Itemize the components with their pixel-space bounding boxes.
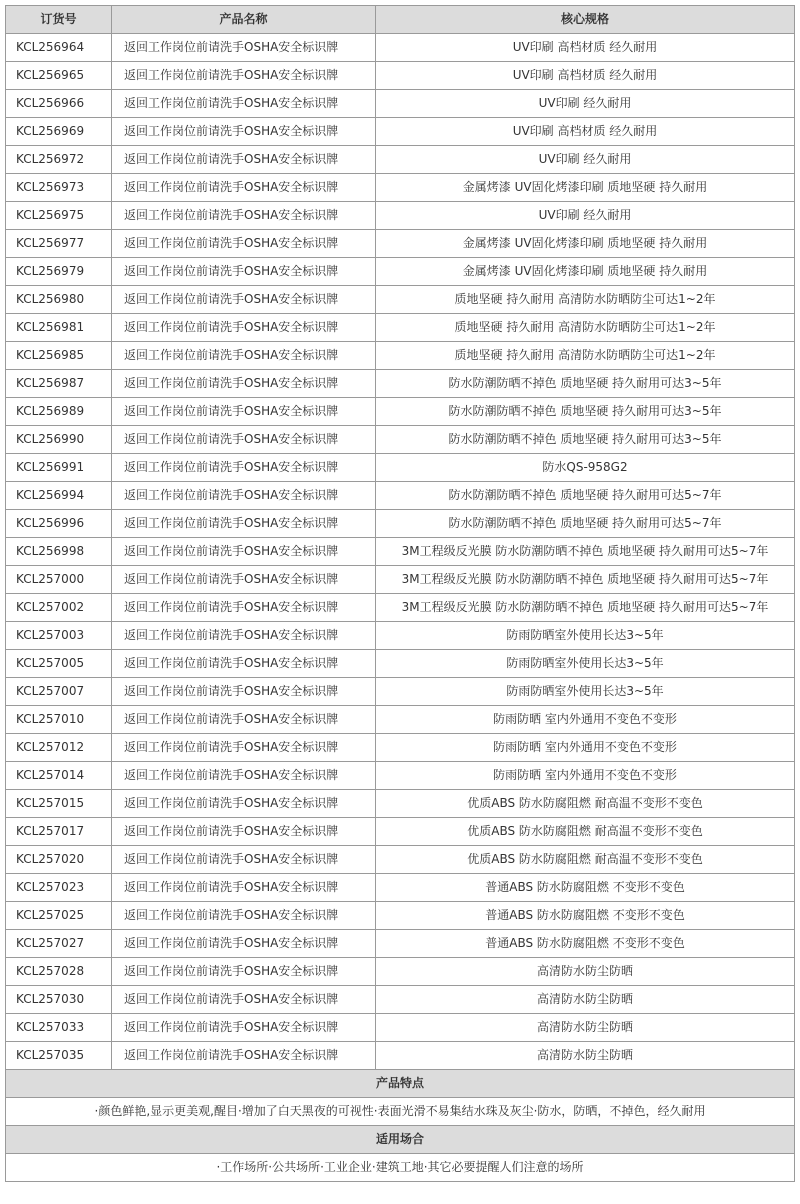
core-spec-cell: 普通ABS 防水防腐阻燃 不变形不变色 <box>376 930 795 958</box>
order-number-cell: KCL256985 <box>6 342 112 370</box>
features-text: ·颜色鲜艳,显示更美观,醒目·增加了白天黑夜的可视性·表面光滑不易集结水珠及灰尘·防水，防晒，不掉色，经久耐用 <box>6 1098 795 1126</box>
product-name-cell: 返回工作岗位前请洗手OSHA安全标识牌 <box>112 678 376 706</box>
product-name-cell: 返回工作岗位前请洗手OSHA安全标识牌 <box>112 566 376 594</box>
core-spec-cell: 普通ABS 防水防腐阻燃 不变形不变色 <box>376 874 795 902</box>
order-number-cell: KCL257035 <box>6 1042 112 1070</box>
core-spec-cell: UV印刷 经久耐用 <box>376 146 795 174</box>
table-row <box>6 146 795 174</box>
table-row <box>6 706 795 734</box>
table-row <box>6 174 795 202</box>
order-number-cell: KCL256964 <box>6 34 112 62</box>
order-number-cell: KCL257017 <box>6 818 112 846</box>
order-number-cell: KCL256989 <box>6 398 112 426</box>
product-name-cell: 返回工作岗位前请洗手OSHA安全标识牌 <box>112 454 376 482</box>
table-row <box>6 874 795 902</box>
order-number-cell: KCL256977 <box>6 230 112 258</box>
product-name-cell: 返回工作岗位前请洗手OSHA安全标识牌 <box>112 370 376 398</box>
table-row <box>6 846 795 874</box>
table-header-row <box>6 6 795 34</box>
table-row <box>6 510 795 538</box>
product-name-cell: 返回工作岗位前请洗手OSHA安全标识牌 <box>112 90 376 118</box>
table-row <box>6 314 795 342</box>
table-row <box>6 1014 795 1042</box>
core-spec-cell: 3M工程级反光膜 防水防潮防晒不掉色 质地坚硬 持久耐用可达5~7年 <box>376 538 795 566</box>
features-title-row <box>6 1070 795 1098</box>
product-name-cell: 返回工作岗位前请洗手OSHA安全标识牌 <box>112 594 376 622</box>
table-row <box>6 818 795 846</box>
product-name-cell: 返回工作岗位前请洗手OSHA安全标识牌 <box>112 202 376 230</box>
order-number-cell: KCL257014 <box>6 762 112 790</box>
order-number-cell: KCL256991 <box>6 454 112 482</box>
core-spec-cell: 普通ABS 防水防腐阻燃 不变形不变色 <box>376 902 795 930</box>
order-number-cell: KCL256994 <box>6 482 112 510</box>
core-spec-cell: 金属烤漆 UV固化烤漆印刷 质地坚硬 持久耐用 <box>376 258 795 286</box>
product-name-cell: 返回工作岗位前请洗手OSHA安全标识牌 <box>112 258 376 286</box>
core-spec-cell: 质地坚硬 持久耐用 高清防水防晒防尘可达1~2年 <box>376 286 795 314</box>
order-number-cell: KCL257033 <box>6 1014 112 1042</box>
order-number-cell: KCL256996 <box>6 510 112 538</box>
order-number-cell: KCL257003 <box>6 622 112 650</box>
core-spec-cell: 质地坚硬 持久耐用 高清防水防晒防尘可达1~2年 <box>376 342 795 370</box>
core-spec-cell: 3M工程级反光膜 防水防潮防晒不掉色 质地坚硬 持久耐用可达5~7年 <box>376 566 795 594</box>
table-row <box>6 566 795 594</box>
order-number-cell: KCL256998 <box>6 538 112 566</box>
applications-text: ·工作场所·公共场所·工业企业·建筑工地·其它必要提醒人们注意的场所 <box>6 1154 795 1182</box>
table-row <box>6 426 795 454</box>
core-spec-cell: 高清防水防尘防晒 <box>376 958 795 986</box>
product-name-cell: 返回工作岗位前请洗手OSHA安全标识牌 <box>112 902 376 930</box>
table-row <box>6 370 795 398</box>
features-text-row <box>6 1098 795 1126</box>
order-number-cell: KCL257025 <box>6 902 112 930</box>
features-title: 产品特点 <box>6 1070 795 1098</box>
table-row <box>6 594 795 622</box>
product-name-cell: 返回工作岗位前请洗手OSHA安全标识牌 <box>112 118 376 146</box>
header-product-name: 产品名称 <box>112 6 376 34</box>
core-spec-cell: 防水防潮防晒不掉色 质地坚硬 持久耐用可达5~7年 <box>376 482 795 510</box>
table-row <box>6 678 795 706</box>
order-number-cell: KCL256966 <box>6 90 112 118</box>
table-row <box>6 986 795 1014</box>
table-row <box>6 454 795 482</box>
product-name-cell: 返回工作岗位前请洗手OSHA安全标识牌 <box>112 930 376 958</box>
product-name-cell: 返回工作岗位前请洗手OSHA安全标识牌 <box>112 146 376 174</box>
header-core-spec: 核心规格 <box>376 6 795 34</box>
order-number-cell: KCL257005 <box>6 650 112 678</box>
table-row <box>6 930 795 958</box>
applications-title: 适用场合 <box>6 1126 795 1154</box>
applications-title-row <box>6 1126 795 1154</box>
core-spec-cell: 优质ABS 防水防腐阻燃 耐高温不变形不变色 <box>376 846 795 874</box>
applications-text-row <box>6 1154 795 1182</box>
order-number-cell: KCL257023 <box>6 874 112 902</box>
table-row <box>6 538 795 566</box>
order-number-cell: KCL256980 <box>6 286 112 314</box>
product-name-cell: 返回工作岗位前请洗手OSHA安全标识牌 <box>112 342 376 370</box>
product-name-cell: 返回工作岗位前请洗手OSHA安全标识牌 <box>112 482 376 510</box>
order-number-cell: KCL257010 <box>6 706 112 734</box>
table-row <box>6 958 795 986</box>
product-name-cell: 返回工作岗位前请洗手OSHA安全标识牌 <box>112 958 376 986</box>
product-name-cell: 返回工作岗位前请洗手OSHA安全标识牌 <box>112 538 376 566</box>
product-name-cell: 返回工作岗位前请洗手OSHA安全标识牌 <box>112 874 376 902</box>
product-spec-table <box>5 5 795 1182</box>
product-name-cell: 返回工作岗位前请洗手OSHA安全标识牌 <box>112 650 376 678</box>
order-number-cell: KCL256975 <box>6 202 112 230</box>
core-spec-cell: 防雨防晒 室内外通用不变色不变形 <box>376 734 795 762</box>
core-spec-cell: 金属烤漆 UV固化烤漆印刷 质地坚硬 持久耐用 <box>376 230 795 258</box>
table-row <box>6 734 795 762</box>
order-number-cell: KCL256965 <box>6 62 112 90</box>
core-spec-cell: 防水防潮防晒不掉色 质地坚硬 持久耐用可达5~7年 <box>376 510 795 538</box>
product-name-cell: 返回工作岗位前请洗手OSHA安全标识牌 <box>112 286 376 314</box>
product-name-cell: 返回工作岗位前请洗手OSHA安全标识牌 <box>112 818 376 846</box>
table-row <box>6 258 795 286</box>
core-spec-cell: 防水QS-958G2 <box>376 454 795 482</box>
core-spec-cell: 高清防水防尘防晒 <box>376 1014 795 1042</box>
core-spec-cell: 防水防潮防晒不掉色 质地坚硬 持久耐用可达3~5年 <box>376 426 795 454</box>
order-number-cell: KCL257007 <box>6 678 112 706</box>
product-name-cell: 返回工作岗位前请洗手OSHA安全标识牌 <box>112 34 376 62</box>
table-row <box>6 286 795 314</box>
table-row <box>6 62 795 90</box>
core-spec-cell: 高清防水防尘防晒 <box>376 986 795 1014</box>
core-spec-cell: 防水防潮防晒不掉色 质地坚硬 持久耐用可达3~5年 <box>376 398 795 426</box>
table-row <box>6 790 795 818</box>
product-name-cell: 返回工作岗位前请洗手OSHA安全标识牌 <box>112 62 376 90</box>
order-number-cell: KCL256990 <box>6 426 112 454</box>
table-row <box>6 342 795 370</box>
product-name-cell: 返回工作岗位前请洗手OSHA安全标识牌 <box>112 622 376 650</box>
header-order-number: 订货号 <box>6 6 112 34</box>
table-row <box>6 118 795 146</box>
product-name-cell: 返回工作岗位前请洗手OSHA安全标识牌 <box>112 1014 376 1042</box>
table-row <box>6 230 795 258</box>
product-name-cell: 返回工作岗位前请洗手OSHA安全标识牌 <box>112 398 376 426</box>
core-spec-cell: 高清防水防尘防晒 <box>376 1042 795 1070</box>
core-spec-cell: 防雨防晒室外使用长达3~5年 <box>376 622 795 650</box>
product-name-cell: 返回工作岗位前请洗手OSHA安全标识牌 <box>112 510 376 538</box>
core-spec-cell: UV印刷 高档材质 经久耐用 <box>376 62 795 90</box>
order-number-cell: KCL257020 <box>6 846 112 874</box>
core-spec-cell: UV印刷 高档材质 经久耐用 <box>376 34 795 62</box>
order-number-cell: KCL257000 <box>6 566 112 594</box>
table-body <box>6 34 795 1070</box>
core-spec-cell: 防雨防晒 室内外通用不变色不变形 <box>376 762 795 790</box>
core-spec-cell: 防水防潮防晒不掉色 质地坚硬 持久耐用可达3~5年 <box>376 370 795 398</box>
product-name-cell: 返回工作岗位前请洗手OSHA安全标识牌 <box>112 426 376 454</box>
core-spec-cell: 防雨防晒室外使用长达3~5年 <box>376 650 795 678</box>
product-name-cell: 返回工作岗位前请洗手OSHA安全标识牌 <box>112 734 376 762</box>
order-number-cell: KCL257027 <box>6 930 112 958</box>
product-name-cell: 返回工作岗位前请洗手OSHA安全标识牌 <box>112 314 376 342</box>
order-number-cell: KCL257015 <box>6 790 112 818</box>
product-name-cell: 返回工作岗位前请洗手OSHA安全标识牌 <box>112 174 376 202</box>
core-spec-cell: 防雨防晒室外使用长达3~5年 <box>376 678 795 706</box>
order-number-cell: KCL256979 <box>6 258 112 286</box>
core-spec-cell: 优质ABS 防水防腐阻燃 耐高温不变形不变色 <box>376 790 795 818</box>
table-row <box>6 202 795 230</box>
core-spec-cell: 优质ABS 防水防腐阻燃 耐高温不变形不变色 <box>376 818 795 846</box>
order-number-cell: KCL257002 <box>6 594 112 622</box>
order-number-cell: KCL256987 <box>6 370 112 398</box>
product-name-cell: 返回工作岗位前请洗手OSHA安全标识牌 <box>112 986 376 1014</box>
product-name-cell: 返回工作岗位前请洗手OSHA安全标识牌 <box>112 706 376 734</box>
table-row <box>6 1042 795 1070</box>
table-row <box>6 482 795 510</box>
order-number-cell: KCL256973 <box>6 174 112 202</box>
table-row <box>6 762 795 790</box>
product-spec-table-container <box>5 5 795 1182</box>
order-number-cell: KCL256981 <box>6 314 112 342</box>
core-spec-cell: UV印刷 高档材质 经久耐用 <box>376 118 795 146</box>
core-spec-cell: UV印刷 经久耐用 <box>376 202 795 230</box>
table-row <box>6 90 795 118</box>
product-name-cell: 返回工作岗位前请洗手OSHA安全标识牌 <box>112 1042 376 1070</box>
core-spec-cell: UV印刷 经久耐用 <box>376 90 795 118</box>
core-spec-cell: 质地坚硬 持久耐用 高清防水防晒防尘可达1~2年 <box>376 314 795 342</box>
order-number-cell: KCL257028 <box>6 958 112 986</box>
table-row <box>6 650 795 678</box>
table-row <box>6 34 795 62</box>
order-number-cell: KCL256972 <box>6 146 112 174</box>
order-number-cell: KCL256969 <box>6 118 112 146</box>
product-name-cell: 返回工作岗位前请洗手OSHA安全标识牌 <box>112 762 376 790</box>
core-spec-cell: 防雨防晒 室内外通用不变色不变形 <box>376 706 795 734</box>
product-name-cell: 返回工作岗位前请洗手OSHA安全标识牌 <box>112 230 376 258</box>
product-name-cell: 返回工作岗位前请洗手OSHA安全标识牌 <box>112 790 376 818</box>
table-row <box>6 902 795 930</box>
order-number-cell: KCL257012 <box>6 734 112 762</box>
core-spec-cell: 3M工程级反光膜 防水防潮防晒不掉色 质地坚硬 持久耐用可达5~7年 <box>376 594 795 622</box>
core-spec-cell: 金属烤漆 UV固化烤漆印刷 质地坚硬 持久耐用 <box>376 174 795 202</box>
product-name-cell: 返回工作岗位前请洗手OSHA安全标识牌 <box>112 846 376 874</box>
table-row <box>6 398 795 426</box>
table-row <box>6 622 795 650</box>
order-number-cell: KCL257030 <box>6 986 112 1014</box>
